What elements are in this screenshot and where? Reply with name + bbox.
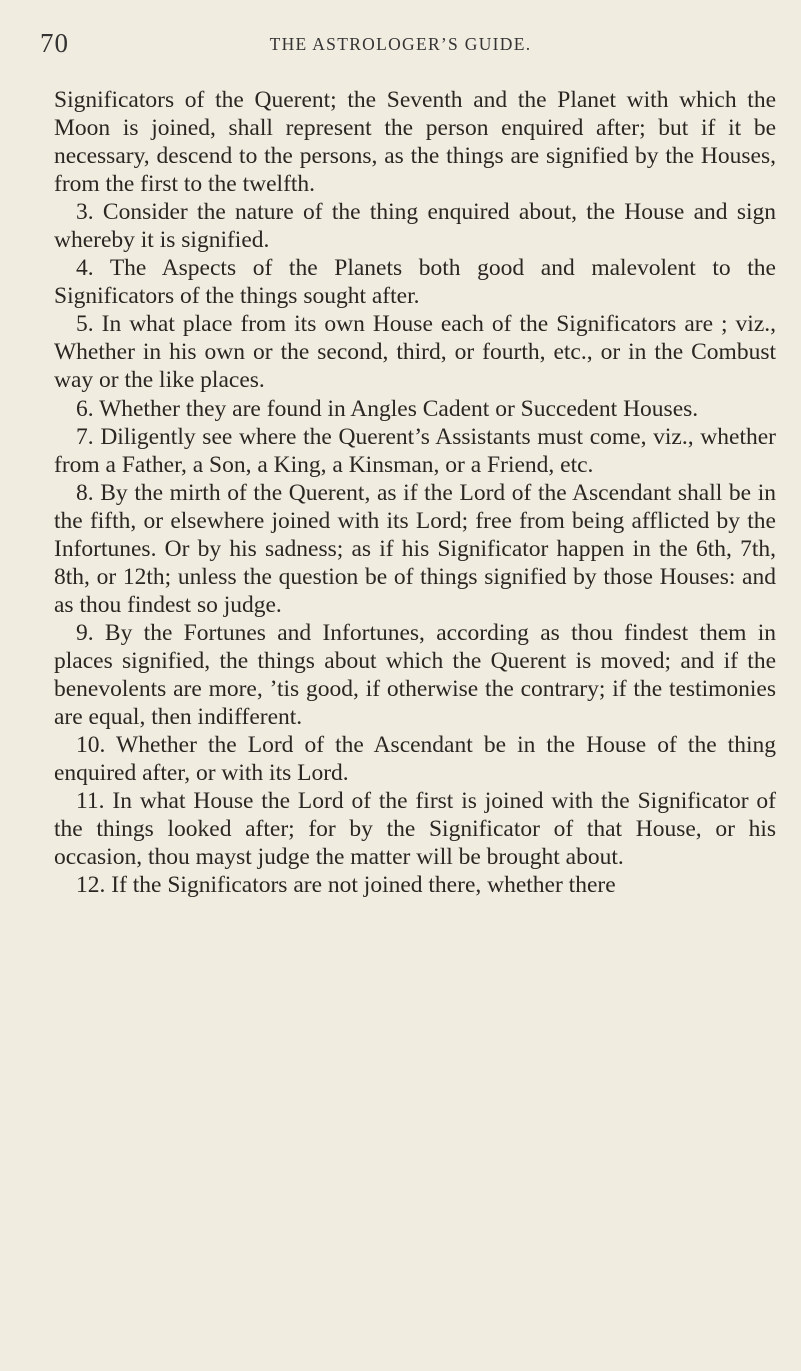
paragraph-8: 8. By the mirth of the Querent, as if the Lord of the Ascendant shall be in the fifth, or elsewhere joined with its Lord; free from being afflicted by the Infortunes. Or by his sadness; as if his Significator happen in the 6th, 7th, 8th, or 12th; unless the question be of things signified by those Houses: and as thou findest so judge.	[54, 479, 776, 618]
paragraph-7: 7. Diligently see where the Querent’s Assistants must come, viz., whether from a Father, a Son, a King, a Kinsman, or a Friend, etc.	[54, 423, 776, 478]
paragraph-3: 3. Consider the nature of the thing enquired about, the House and sign whereby it is signified.	[54, 199, 776, 254]
paragraph-10: 10. Whether the Lord of the Ascendant be in the House of the thing enquired after, or with its Lord.	[54, 732, 776, 787]
running-head: THE ASTROLOGER’S GUIDE.	[269, 34, 532, 54]
paragraph-11: 11. In what House the Lord of the first is joined with the Significator of the things looked after; for by the Significator of that House, or his occasion, thou mayst judge the matter will be brought about.	[54, 788, 776, 871]
body-text	[54, 86, 776, 899]
paragraph-9: 9. By the Fortunes and Infortunes, according as thou findest them in places signified, the things about which the Querent is moved; and if the benevolents are more, ’tis good, if otherwise the contrary; if the testimonies are equal, then indifferent.	[54, 619, 776, 731]
paragraph-4: 4. The Aspects of the Planets both good and malevolent to the Significators of the things sought after.	[54, 255, 776, 310]
paragraph-12: 12. If the Significators are not joined there, whether there	[76, 872, 616, 899]
paragraph-5: 5. In what place from its own House each of the Significators are ; viz., Whether in his own or the second, third, or fourth, etc., or in the Combust way or the like places.	[54, 311, 776, 394]
paragraph-continuation: Significators of the Querent; the Seventh and the Planet with which the Moon is joined, shall represent the person enquired after; but if it be necessary, descend to the persons, as the things are signified by the Houses, from the first to the twelfth.	[54, 87, 776, 198]
page-number: 70	[40, 28, 69, 58]
paragraph-6: 6. Whether they are found in Angles Cadent or Succedent Houses.	[76, 395, 699, 422]
